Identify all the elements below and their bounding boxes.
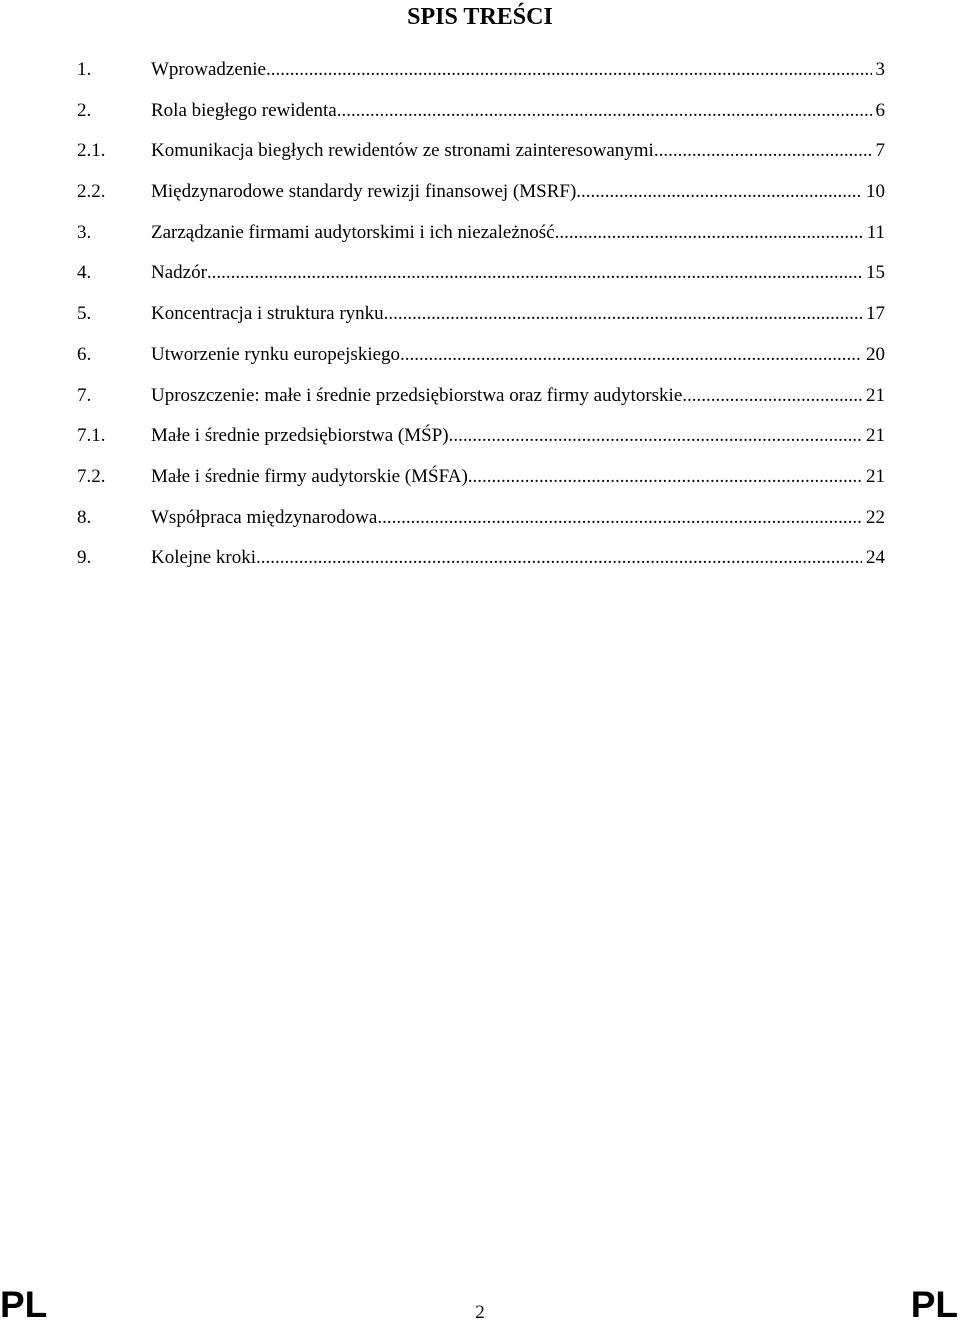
toc-dot-leader: [207, 259, 862, 287]
toc-entry-title: Nadzór: [151, 262, 207, 284]
toc-dot-leader: [377, 504, 862, 532]
toc-entry[interactable]: [77, 463, 885, 504]
toc-dot-leader: [576, 178, 862, 206]
toc-entry-number: 6.: [77, 343, 92, 365]
toc-entry[interactable]: [77, 422, 885, 463]
toc-entry-number: 7.1.: [77, 425, 106, 447]
toc-entry[interactable]: [77, 300, 885, 341]
toc-entry[interactable]: [77, 178, 885, 219]
toc-entry-title: Komunikacja biegłych rewidentów ze stronami zainteresowanymi: [151, 140, 654, 162]
toc-entry-number: 4.: [77, 262, 92, 284]
toc-dot-leader: [654, 137, 872, 165]
toc-entry-title: Uproszczenie: małe i średnie przedsiębiorstwa oraz firmy audytorskie: [151, 384, 683, 406]
toc-entry[interactable]: [77, 219, 885, 260]
toc-entry-number: 2.2.: [77, 181, 106, 203]
toc-dot-leader: [449, 422, 862, 450]
toc-entry-title: Małe i średnie przedsiębiorstwa (MŚP): [151, 425, 449, 447]
toc-entry[interactable]: [77, 56, 885, 97]
toc-entry-title: Utworzenie rynku europejskiego: [151, 343, 401, 365]
page-number: 2: [475, 1302, 485, 1323]
toc-entry[interactable]: [77, 137, 885, 178]
toc-entry[interactable]: [77, 544, 885, 585]
footer-language-code-left: PL: [0, 1284, 48, 1325]
toc-entry-page: 10: [866, 181, 885, 203]
toc-entry[interactable]: [77, 504, 885, 545]
toc-entry-title: Kolejne kroki: [151, 547, 257, 569]
toc-entry-number: 2.: [77, 99, 92, 121]
toc-entry-page: 21: [866, 384, 885, 406]
toc-dot-leader: [384, 300, 862, 328]
toc-dot-leader: [400, 341, 862, 369]
toc-entry-title: Małe i średnie firmy audytorskie (MŚFA): [151, 465, 468, 487]
toc-entry-number: 9.: [77, 547, 92, 569]
toc-entry-page: 17: [866, 303, 885, 325]
toc-entry[interactable]: [77, 259, 885, 300]
footer-language-code-right: PL: [910, 1284, 958, 1325]
toc-dot-leader: [256, 544, 862, 572]
toc-dot-leader: [555, 219, 863, 247]
toc-entry-title: Zarządzanie firmami audytorskimi i ich niezależność: [151, 221, 555, 243]
toc-entry-title: Wprowadzenie: [151, 59, 266, 80]
toc-entry-page: 22: [866, 506, 885, 528]
toc-dot-leader: [682, 382, 862, 410]
toc-entry[interactable]: [77, 97, 885, 138]
toc-entry-number: 7.2.: [77, 465, 106, 487]
toc-entry-number: 1.: [77, 59, 92, 80]
toc-entry-page: 3: [875, 59, 885, 80]
toc-entry[interactable]: [77, 341, 885, 382]
toc-entry-title: Międzynarodowe standardy rewizji finansowej (MSRF): [151, 181, 577, 203]
toc-entry[interactable]: [77, 382, 885, 423]
table-of-contents: [77, 56, 885, 585]
toc-entry-title: Rola biegłego rewidenta: [151, 99, 337, 121]
toc-entry-page: 20: [866, 343, 885, 365]
toc-entry-page: 24: [866, 547, 885, 569]
toc-entry-number: 8.: [77, 506, 92, 528]
toc-entry-page: 7: [875, 140, 885, 162]
toc-entry-number: 7.: [77, 384, 92, 406]
toc-entry-title: Koncentracja i struktura rynku: [151, 303, 384, 325]
toc-entry-page: 15: [866, 262, 885, 284]
toc-dot-leader: [337, 97, 872, 125]
toc-entry-page: 21: [866, 465, 885, 487]
toc-entry-page: 6: [875, 99, 885, 121]
toc-entry-number: 5.: [77, 303, 92, 325]
toc-dot-leader: [468, 463, 862, 491]
toc-entry-number: 3.: [77, 221, 92, 243]
toc-entry-number: 2.1.: [77, 140, 106, 162]
toc-entry-page: 21: [866, 425, 885, 447]
toc-dot-leader: [266, 56, 872, 84]
page-title: SPIS TREŚCI: [407, 4, 553, 30]
toc-entry-title: Współpraca międzynarodowa: [151, 506, 378, 528]
toc-entry-page: 11: [866, 221, 885, 243]
